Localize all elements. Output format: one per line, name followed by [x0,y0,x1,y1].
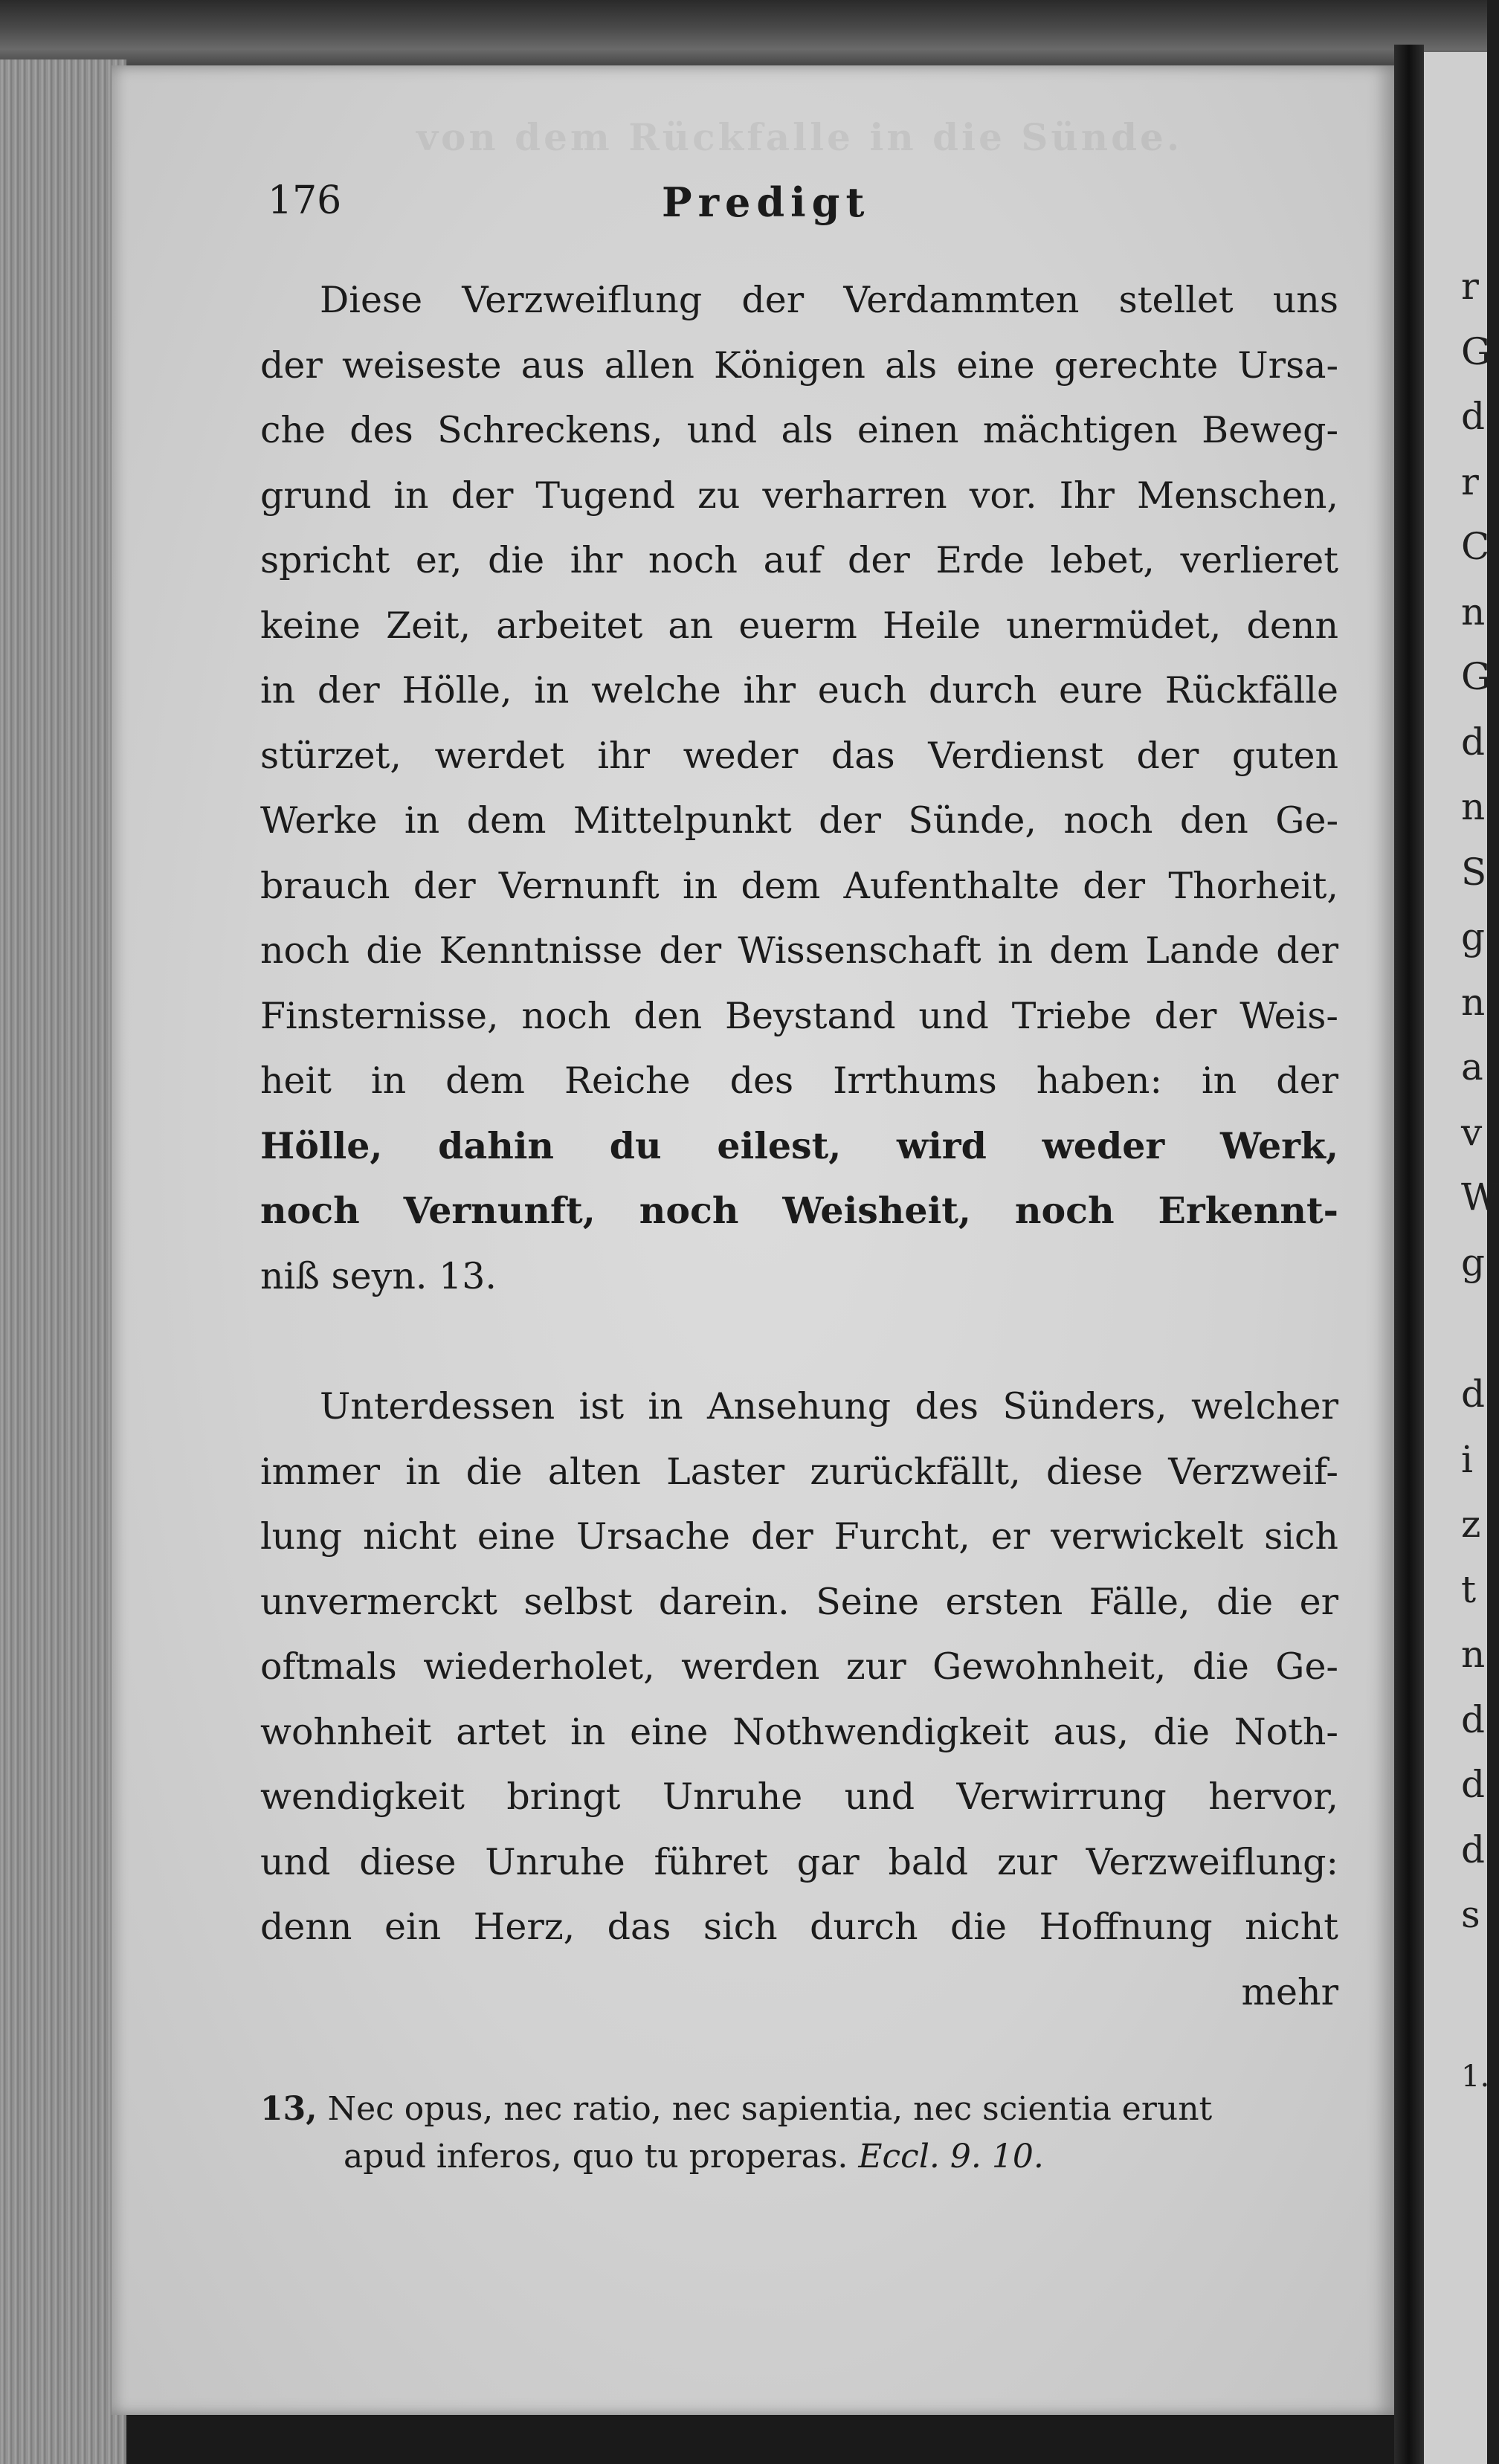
next-page-letter-fragment: r [1461,265,1479,308]
text-line: noch die Kenntnisse der Wissenschaft in dem Lande der [260,929,1338,972]
emphasized-line: Hölle, dahin du eilest, wird weder Werk, [260,1123,1338,1167]
text-line: niß seyn. 13. [260,1254,497,1297]
footnote-reference: Eccl. 9. 10. [858,2138,1044,2176]
next-page-letter-fragment: s [1461,1893,1480,1936]
next-page-letter-fragment: d [1461,1828,1486,1871]
next-page-letter-fragment: n [1461,1633,1486,1676]
footnote-line [260,2133,1338,2181]
text-line: keine Zeit, arbeitet an euerm Heile unermüdet, denn [260,604,1338,647]
text-line: unvermerckt selbst darein. Seine ersten Fälle, die er [260,1580,1338,1623]
next-page-letter-fragment: t [1461,1567,1477,1611]
next-page-letter-fragment: n [1461,980,1486,1024]
next-page-edge [1424,52,1499,2464]
next-page-letter-fragment: d [1461,1763,1486,1806]
text-line: che des Schreckens, und als einen mächtigen Beweg- [260,409,1338,451]
next-page-letter-fragment: v [1461,1110,1483,1154]
text-line: spricht er, die ihr noch auf der Erde lebet, verlieret [260,539,1338,581]
bleed-through-heading: von dem Rückfalle in die Sünde. [416,115,1183,159]
next-page-letter-fragment: g [1461,1240,1486,1284]
footnote-line [260,2086,1338,2133]
running-head: Predigt [662,178,871,226]
text-line: Diese Verzweiflung der Verdammten stellet uns [320,279,1338,321]
text-line: lung nicht eine Ursache der Furcht, er verwickelt sich [260,1515,1338,1558]
book-top-edge [0,0,1487,71]
text-line: grund in der Tugend zu verharren vor. Ihr Menschen, [260,474,1338,517]
next-page-letter-fragment: r [1461,459,1479,503]
next-page-letter-fragment: a [1461,1045,1483,1089]
text-line: Werke in dem Mittelpunkt der Sünde, noch den Ge- [260,799,1338,842]
next-page-letter-fragment: n [1461,590,1486,633]
body-text [260,268,1338,2025]
page-header [268,178,1309,230]
next-page-footnote-fragment: 1. [1461,2060,1490,2094]
text-line: Unterdessen ist in Ansehung des Sünders, welcher [320,1385,1338,1428]
paragraph-gap [260,1309,1338,1374]
text-line: wendigkeit bringt Unruhe und Verwirrung hervor, [260,1776,1338,1818]
text-line: in der Hölle, in welche ihr euch durch eure Rückfälle [260,669,1338,712]
next-page-letter-fragment: g [1461,915,1486,958]
footnote-number: 13, [260,2090,317,2128]
text-line: denn ein Herz, das sich durch die Hoffnung nicht [260,1906,1338,1948]
next-page-letter-fragment: d [1461,1697,1486,1741]
emphasized-line: noch Vernunft, noch Weisheit, noch Erkennt- [260,1189,1338,1232]
next-page-letter-fragment: d [1461,395,1486,438]
next-page-letter-fragment: n [1461,785,1486,828]
next-page-letter-fragment: z [1461,1503,1481,1546]
catchword: mehr [1241,1970,1338,2013]
text-line: heit in dem Reiche des Irrthums haben: in der [260,1060,1338,1102]
footnote [260,2086,1338,2181]
footnote-text: Nec opus, nec ratio, nec sapientia, nec scientia erunt [327,2090,1213,2128]
text-line: der weiseste aus allen Königen als eine gerechte Ursa- [260,344,1338,387]
next-page-letter-fragment: d [1461,1373,1486,1416]
text-line: und diese Unruhe führet gar bald zur Verzweiflung: [260,1840,1338,1883]
text-line: stürzet, werdet ihr weder das Verdienst der guten [260,734,1338,777]
page-number: 176 [268,178,342,223]
text-line: Finsternisse, noch den Beystand und Triebe der Weis- [260,994,1338,1037]
next-page-letter-fragment: d [1461,720,1486,764]
book-gutter [1394,45,1424,2464]
next-page-letter-fragment: i [1461,1437,1473,1481]
next-page-letter-fragment: G [1461,329,1491,373]
next-page-letter-fragment: W [1461,1175,1499,1219]
page-stack-edge [0,59,126,2464]
text-line: immer in die alten Laster zurückfällt, diese Verzweif- [260,1450,1338,1493]
text-line: oftmals wiederholet, werden zur Gewohnheit, die Ge- [260,1645,1338,1688]
text-line: wohnheit artet in eine Nothwendigkeit aus, die Noth- [260,1710,1338,1753]
text-line: brauch der Vernunft in dem Aufenthalte der Thorheit, [260,864,1338,907]
next-page-letter-fragment: C [1461,525,1490,568]
next-page-letter-fragment: S [1461,850,1487,894]
footnote-text: apud inferos, quo tu properas. [344,2138,848,2176]
next-page-letter-fragment: G [1461,655,1491,698]
